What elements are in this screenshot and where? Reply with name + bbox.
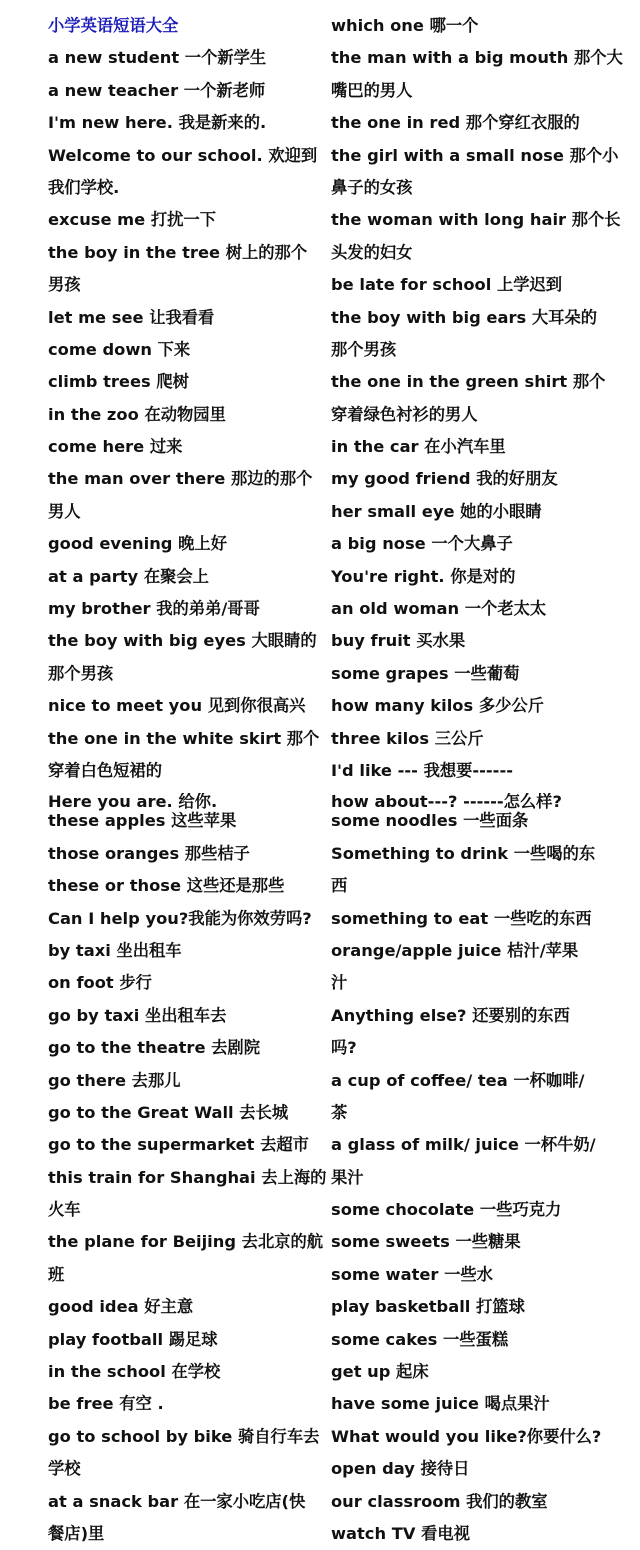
phrase-line: something to eat 一些吃的东西	[331, 908, 592, 928]
phrase-line: play basketball 打篮球	[331, 1297, 525, 1317]
phrase-line: Here you are. 给你.	[48, 793, 218, 812]
phrase-line: in the school 在学校	[48, 1362, 221, 1382]
phrase-line: at a party 在聚会上	[48, 566, 209, 586]
phrase-line: at a snack bar 在一家小吃店(快	[48, 1491, 306, 1511]
phrase-line: which one 哪一个	[331, 16, 479, 35]
phrase-line: be late for school 上学迟到	[331, 275, 563, 295]
phrase-line: a new teacher 一个新老师	[48, 80, 266, 100]
phrase-line: a cup of coffee/ tea 一杯咖啡/	[331, 1070, 585, 1090]
phrase-line: buy fruit 买水果	[331, 631, 466, 651]
phrase-line: go to the supermarket 去超市	[48, 1135, 309, 1155]
phrase-line: What would you like?你要什么?	[331, 1426, 602, 1446]
phrase-line: come down 下来	[48, 339, 191, 359]
phrase-line: play football 踢足球	[48, 1329, 218, 1349]
phrase-line: how about---? ------怎么样?	[331, 793, 562, 812]
phrase-line: how many kilos 多少公斤	[331, 696, 544, 716]
phrase-line: have some juice 喝点果汁	[331, 1394, 550, 1414]
phrase-line: the man with a big mouth 那个大	[331, 48, 623, 68]
phrase-line: by taxi 坐出租车	[48, 940, 182, 960]
phrase-line: some chocolate 一些巧克力	[331, 1200, 562, 1220]
phrase-line: Something to drink 一些喝的东	[331, 843, 596, 863]
phrase-line: 男孩	[48, 275, 81, 295]
phrase-line: our classroom 我们的教室	[331, 1491, 548, 1511]
phrase-line: go to school by bike 骑自行车去	[48, 1426, 320, 1446]
phrase-line: 男人	[48, 501, 81, 521]
phrase-line: 汁	[331, 973, 348, 993]
left-phrase-list	[48, 42, 328, 1550]
phrase-line: go to the theatre 去剧院	[48, 1038, 260, 1058]
phrase-line: these or those 这些还是那些	[48, 876, 285, 896]
phrase-line: a new student 一个新学生	[48, 48, 267, 68]
phrase-line: open day 接待日	[331, 1459, 470, 1479]
phrase-line: these apples 这些苹果	[48, 811, 237, 831]
phrase-line: 西	[331, 876, 348, 896]
phrase-line: her small eye 她的小眼睛	[331, 501, 542, 521]
phrase-line: orange/apple juice 桔汁/苹果	[331, 940, 579, 960]
phrase-line: 茶	[331, 1102, 348, 1122]
phrase-line: the girl with a small nose 那个小	[331, 145, 619, 165]
phrase-line: go to the Great Wall 去长城	[48, 1102, 289, 1122]
phrase-line: be free 有空 .	[48, 1394, 164, 1414]
phrase-line: watch TV 看电视	[331, 1523, 470, 1543]
phrase-line: my good friend 我的好朋友	[331, 469, 558, 489]
page-title: 小学英语短语大全	[48, 16, 179, 35]
phrase-line: 头发的妇女	[331, 242, 413, 262]
phrase-line: three kilos 三公斤	[331, 728, 484, 748]
phrase-line: 鼻子的女孩	[331, 177, 413, 197]
phrase-line: the one in red 那个穿红衣服的	[331, 113, 580, 133]
phrase-line: 嘴巴的男人	[331, 80, 413, 100]
phrase-line: I'd like --- 我想要------	[331, 760, 513, 780]
phrase-line: Welcome to our school. 欢迎到	[48, 145, 318, 165]
phrase-line: the woman with long hair 那个长	[331, 210, 621, 230]
phrase-line: the man over there 那边的那个	[48, 469, 313, 489]
phrase-line: go by taxi 坐出租车去	[48, 1005, 227, 1025]
phrase-line: Can I help you?我能为你效劳吗?	[48, 908, 312, 928]
phrase-line: some grapes 一些葡萄	[331, 663, 520, 683]
phrase-line: some noodles 一些面条	[331, 811, 529, 831]
phrase-line: the one in the green shirt 那个	[331, 372, 606, 392]
phrase-line: Anything else? 还要别的东西	[331, 1005, 570, 1025]
phrase-line: my brother 我的弟弟/哥哥	[48, 599, 260, 619]
phrase-line: 学校	[48, 1459, 81, 1479]
phrase-line: in the zoo 在动物园里	[48, 404, 226, 424]
phrase-line: good idea 好主意	[48, 1297, 194, 1317]
phrase-line: an old woman 一个老太太	[331, 599, 547, 619]
phrase-line: this train for Shanghai 去上海的	[48, 1167, 327, 1187]
phrase-line: 吗?	[331, 1038, 357, 1058]
phrase-line: some cakes 一些蛋糕	[331, 1329, 509, 1349]
phrase-line: a big nose 一个大鼻子	[331, 534, 513, 554]
left-column	[48, 10, 328, 1550]
phrase-line: 穿着绿色衬衫的男人	[331, 404, 478, 424]
right-phrase-list	[331, 10, 626, 1550]
phrase-line: 我们学校.	[48, 177, 120, 197]
phrase-line: 果汁	[331, 1167, 364, 1187]
phrase-line: 穿着白色短裙的	[48, 760, 162, 780]
phrase-line: the boy in the tree 树上的那个	[48, 242, 308, 262]
phrase-line: 火车	[48, 1200, 81, 1220]
phrase-line: 班	[48, 1264, 65, 1284]
phrase-line: nice to meet you 见到你很高兴	[48, 696, 306, 716]
phrase-line: 那个男孩	[331, 339, 397, 359]
phrase-line: 那个男孩	[48, 663, 114, 683]
phrase-line: go there 去那儿	[48, 1070, 181, 1090]
phrase-line: 餐店)里	[48, 1523, 105, 1543]
phrase-line: some water 一些水	[331, 1264, 493, 1284]
phrase-line: I'm new here. 我是新来的.	[48, 113, 267, 133]
phrase-line: good evening 晚上好	[48, 534, 227, 554]
phrase-line: the boy with big eyes 大眼睛的	[48, 631, 317, 651]
phrase-line: the plane for Beijing 去北京的航	[48, 1232, 324, 1252]
phrase-line: those oranges 那些桔子	[48, 843, 250, 863]
phrase-line: the one in the white skirt 那个	[48, 728, 320, 748]
phrase-line: get up 起床	[331, 1362, 429, 1382]
right-column	[331, 10, 626, 1550]
phrase-line: come here 过来	[48, 437, 183, 457]
phrase-line: excuse me 打扰一下	[48, 210, 216, 230]
phrase-line: climb trees 爬树	[48, 372, 189, 392]
phrase-line: a glass of milk/ juice 一杯牛奶/	[331, 1135, 596, 1155]
phrase-line: some sweets 一些糖果	[331, 1232, 521, 1252]
phrase-line: the boy with big ears 大耳朵的	[331, 307, 597, 327]
phrase-line: let me see 让我看看	[48, 307, 215, 327]
phrase-line: in the car 在小汽车里	[331, 437, 506, 457]
phrase-line: on foot 步行	[48, 973, 152, 993]
phrase-line: You're right. 你是对的	[331, 566, 516, 586]
